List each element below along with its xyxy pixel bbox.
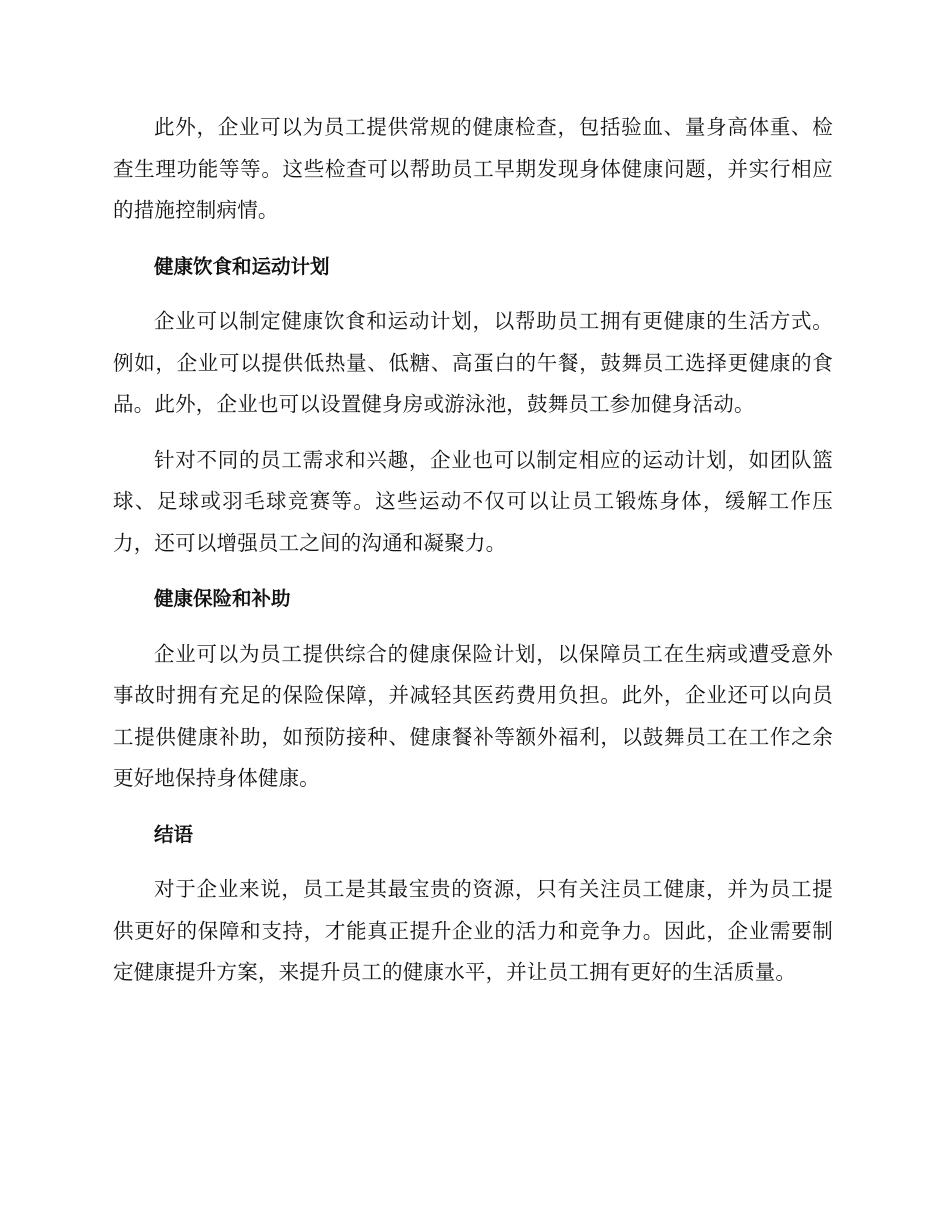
paragraph-insurance-plan: 企业可以为员工提供综合的健康保险计划，以保障员工在生病或遭受意外事故时拥有充足的保险保障，并减轻其医药费用负担。此外，企业还可以向员工提供健康补助，如预防接种、健康餐补等额外福利，以鼓舞员工在工作之余更好地保持身体健康。 xyxy=(113,641,833,790)
paragraph-conclusion: 对于企业来说，员工是其最宝贵的资源，只有关注员工健康，并为员工提供更好的保障和支持，才能真正提升企业的活力和竞争力。因此，企业需要制定健康提升方案，来提升员工的健康水平，并让员工拥有更好的生活质量。 xyxy=(113,877,833,984)
spacer xyxy=(113,620,833,634)
spacer xyxy=(113,564,833,578)
paragraph-health-checkups: 此外，企业可以为员工提供常规的健康检查，包括验血、量身高体重、检查生理功能等等。这些检查可以帮助员工早期发现身体健康问题，并实行相应的措施控制病情。 xyxy=(113,115,833,222)
spacer xyxy=(113,426,833,440)
heading-conclusion: 结语 xyxy=(154,822,194,846)
spacer xyxy=(113,800,833,814)
spacer xyxy=(113,232,833,246)
spacer xyxy=(113,287,833,301)
spacer xyxy=(113,855,833,869)
heading-diet-exercise: 健康饮食和运动计划 xyxy=(154,254,330,278)
paragraph-sports-activities: 针对不同的员工需求和兴趣，企业也可以制定相应的运动计划，如团队篮球、足球或羽毛球竞赛等。这些运动不仅可以让员工锻炼身体，缓解工作压力，还可以增强员工之间的沟通和凝聚力。 xyxy=(113,447,833,555)
heading-insurance-subsidy: 健康保险和补助 xyxy=(154,587,291,610)
document-body xyxy=(113,107,833,994)
paragraph-diet-exercise-plan: 企业可以制定健康饮食和运动计划，以帮助员工拥有更健康的生活方式。例如，企业可以提供低热量、低糖、高蛋白的午餐，鼓舞员工选择更健康的食品。此外，企业也可以设置健身房或游泳池，鼓舞员工参加健身活动。 xyxy=(113,309,833,416)
